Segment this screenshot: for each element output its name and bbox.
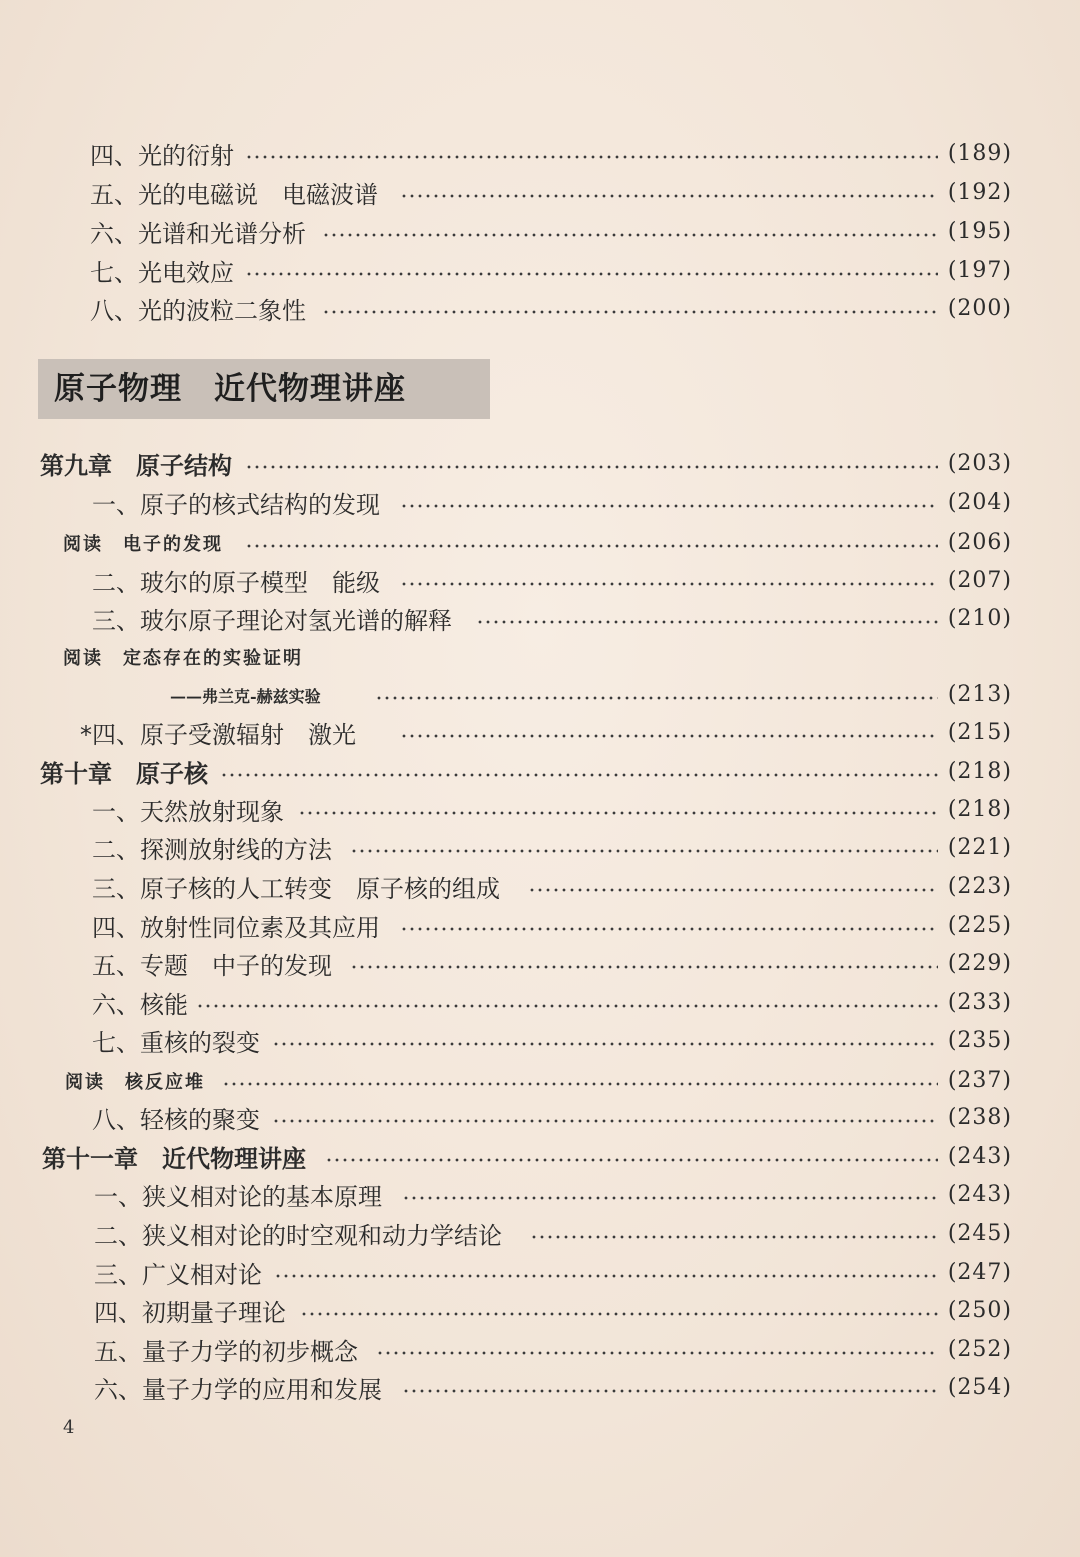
page-number: 4 <box>63 1417 75 1438</box>
toc-entry <box>0 1024 1080 1062</box>
chapter-entry <box>0 447 1080 485</box>
toc-entry <box>0 1256 1080 1294</box>
toc-entry <box>0 1217 1080 1255</box>
reading-entry <box>0 1064 1080 1102</box>
page-ref: (225) <box>947 913 1012 938</box>
entry-title: 三、原子核的人工转变 原子核的组成 <box>92 875 500 903</box>
toc-entry <box>0 909 1080 947</box>
chapter-title: 第九章 原子结构 <box>40 451 232 480</box>
entry-title: 四、初期量子理论 <box>94 1299 286 1327</box>
leader-dots <box>272 1119 938 1123</box>
leader-dots <box>322 310 938 314</box>
page-ref: (215) <box>947 720 1012 745</box>
entry-title: 二、探测放射线的方法 <box>92 836 332 864</box>
page-ref: (195) <box>947 219 1012 244</box>
leader-dots <box>245 544 938 548</box>
leader-dots <box>300 1312 938 1316</box>
page-ref: (200) <box>947 296 1012 321</box>
page-ref: (213) <box>947 682 1012 707</box>
leader-dots <box>350 965 938 969</box>
chapter-entry <box>0 1140 1080 1178</box>
leader-dots <box>476 620 938 624</box>
reading-title: 阅读 定态存在的实验证明 <box>63 648 303 669</box>
section-title: 原子物理 近代物理讲座 <box>54 371 406 407</box>
toc-entry <box>0 564 1080 602</box>
toc-entry <box>0 870 1080 908</box>
reading-entry <box>0 640 1080 678</box>
page-ref: (204) <box>947 490 1012 515</box>
leader-dots <box>322 233 938 237</box>
reading-title: 阅读 电子的发现 <box>63 534 223 555</box>
page-ref: (245) <box>947 1221 1012 1246</box>
toc-entry <box>0 947 1080 985</box>
toc-entry <box>0 1294 1080 1332</box>
page-ref: (252) <box>947 1337 1012 1362</box>
reading-subtitle: ——弗兰克-赫兹实验 <box>170 687 321 706</box>
toc-entry <box>0 292 1080 330</box>
page-ref: (243) <box>947 1182 1012 1207</box>
section-heading <box>38 359 490 419</box>
entry-title: 一、狭义相对论的基本原理 <box>94 1183 382 1211</box>
page-ref: (235) <box>947 1028 1012 1053</box>
entry-title: 四、放射性同位素及其应用 <box>92 914 380 942</box>
page-ref: (243) <box>947 1144 1012 1169</box>
leader-dots <box>325 1158 938 1162</box>
leader-dots <box>350 849 938 853</box>
page-ref: (233) <box>947 990 1012 1015</box>
entry-title: 三、玻尔原子理论对氢光谱的解释 <box>92 607 452 635</box>
leader-dots <box>400 194 938 198</box>
page-ref: (207) <box>947 568 1012 593</box>
reading-entry <box>0 526 1080 564</box>
toc-entry <box>0 793 1080 831</box>
page-ref: (189) <box>947 141 1012 166</box>
entry-title: 六、量子力学的应用和发展 <box>94 1376 382 1404</box>
leader-dots <box>245 465 938 469</box>
entry-title: 五、光的电磁说 电磁波谱 <box>90 181 378 209</box>
toc-entry <box>0 1333 1080 1371</box>
page-ref: (218) <box>947 759 1012 784</box>
page-ref: (238) <box>947 1105 1012 1130</box>
page-ref: (197) <box>947 258 1012 283</box>
leader-dots <box>245 272 938 276</box>
entry-title: 八、光的波粒二象性 <box>90 297 306 325</box>
toc-entry <box>0 137 1080 175</box>
entry-title: 六、光谱和光谱分析 <box>90 220 306 248</box>
reading-title: 阅读 核反应堆 <box>65 1072 205 1093</box>
page-ref: (221) <box>947 835 1012 860</box>
entry-title: 七、光电效应 <box>90 259 234 287</box>
toc-entry <box>0 176 1080 214</box>
chapter-entry <box>0 755 1080 793</box>
leader-dots <box>400 582 938 586</box>
entry-title: 五、量子力学的初步概念 <box>94 1338 358 1366</box>
entry-title: 一、天然放射现象 <box>92 798 284 826</box>
toc-entry <box>0 1101 1080 1139</box>
page-ref: (223) <box>947 874 1012 899</box>
toc-entry <box>0 986 1080 1024</box>
entry-title: 二、玻尔的原子模型 能级 <box>92 569 380 597</box>
page-ref: (192) <box>947 180 1012 205</box>
leader-dots <box>528 888 938 892</box>
entry-title: 七、重核的裂变 <box>92 1029 260 1057</box>
page-ref: (206) <box>947 530 1012 555</box>
leader-dots <box>274 1274 938 1278</box>
reading-subentry <box>0 678 1080 716</box>
leader-dots <box>402 1389 938 1393</box>
leader-dots <box>376 1351 938 1355</box>
leader-dots <box>220 773 938 777</box>
page-ref: (247) <box>947 1260 1012 1285</box>
toc-entry <box>0 486 1080 524</box>
page-ref: (210) <box>947 606 1012 631</box>
entry-title: 三、广义相对论 <box>94 1261 262 1289</box>
leader-dots <box>245 155 938 159</box>
entry-title: 一、原子的核式结构的发现 <box>92 491 380 519</box>
entry-title: 四、光的衍射 <box>90 142 234 170</box>
page-ref: (218) <box>947 797 1012 822</box>
toc-entry <box>0 1178 1080 1216</box>
leader-dots <box>400 927 938 931</box>
toc-entry <box>0 716 1080 754</box>
page-ref: (203) <box>947 451 1012 476</box>
leader-dots <box>400 504 938 508</box>
page-ref: (237) <box>947 1068 1012 1093</box>
leader-dots <box>375 696 938 700</box>
toc-entry <box>0 831 1080 869</box>
toc-entry <box>0 602 1080 640</box>
page-ref: (250) <box>947 1298 1012 1323</box>
leader-dots <box>222 1082 938 1086</box>
toc-entry <box>0 1371 1080 1409</box>
entry-title: 六、核能 <box>92 991 188 1019</box>
entry-title: 五、专题 中子的发现 <box>92 952 332 980</box>
entry-title: *四、原子受激辐射 激光 <box>80 721 356 749</box>
entry-title: 二、狭义相对论的时空观和动力学结论 <box>94 1222 502 1250</box>
page-ref: (254) <box>947 1375 1012 1400</box>
chapter-title: 第十章 原子核 <box>40 759 208 788</box>
leader-dots <box>196 1004 938 1008</box>
leader-dots <box>530 1235 938 1239</box>
toc-entry <box>0 215 1080 253</box>
leader-dots <box>298 811 938 815</box>
chapter-title: 第十一章 近代物理讲座 <box>42 1144 306 1173</box>
leader-dots <box>400 734 938 738</box>
entry-title: 八、轻核的聚变 <box>92 1106 260 1134</box>
toc-entry <box>0 254 1080 292</box>
page-ref: (229) <box>947 951 1012 976</box>
leader-dots <box>402 1196 938 1200</box>
leader-dots <box>272 1042 938 1046</box>
